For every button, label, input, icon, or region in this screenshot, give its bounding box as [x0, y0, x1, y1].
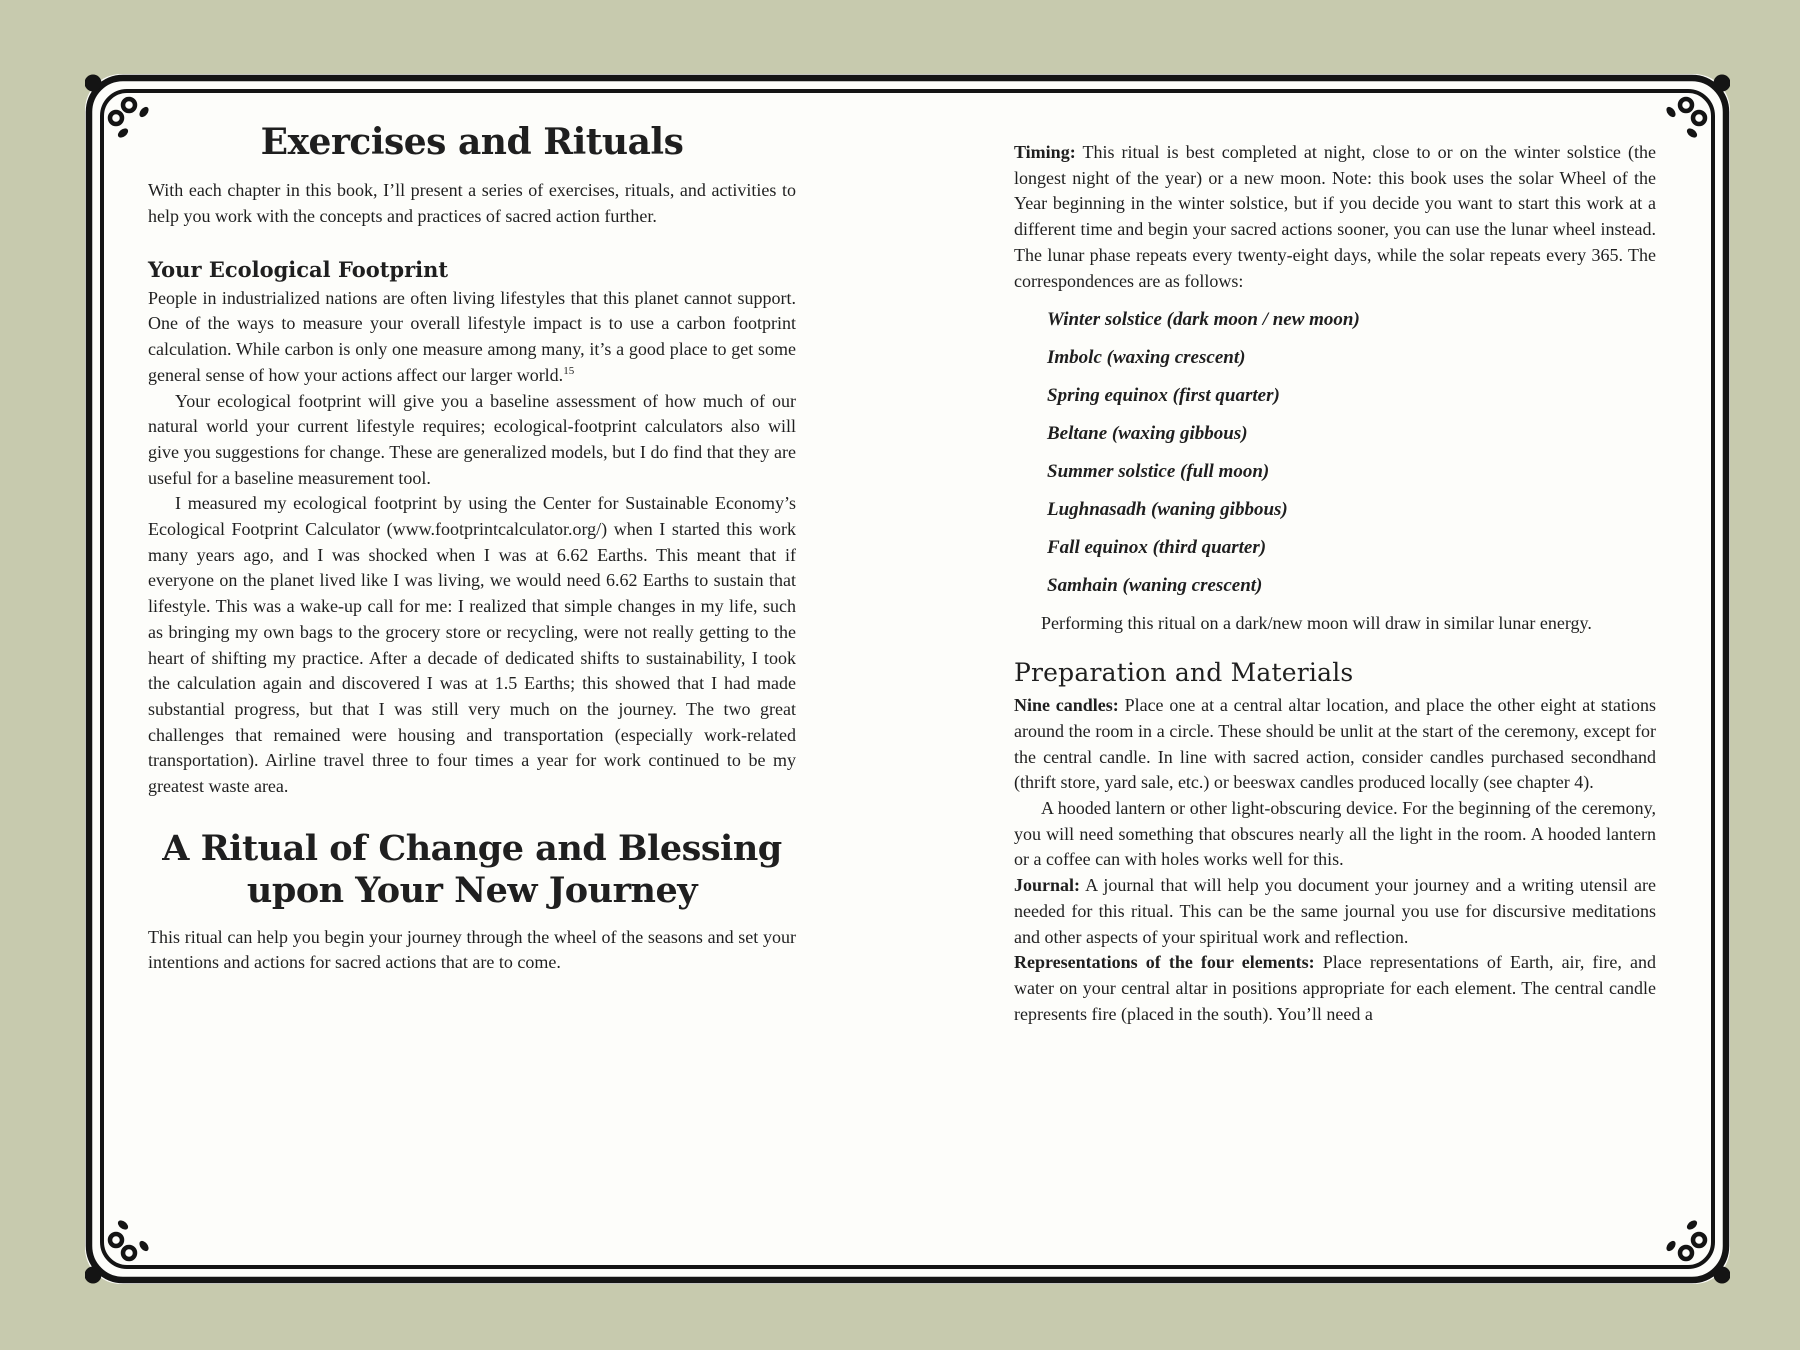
eco-paragraph-3: I measured my ecological footprint by using the Center for Sustainable Economy’s Ecological Footprint Calculator (www.footprintcalculator.org/) when I started this work many years ago, and I was shocked when I was at 6.62 Earths. This meant that if everyone on the planet lived like I was living, we would need 6.62 Earths to sustain that lifestyle. This was a wake-up call for me: I realized that simple changes in my life, such as bringing my own bags to the grocery store or recycling, were not really getting to the heart of shifting my practice. After a decade of dedicated shifts to sustainability, I took the calculation again and discovered I was at 1.5 Earths; this showed that I had made substantial progress, but that I was still very much on the journey. The two great challenges that remained were housing and transportation (especially work-related transportation). Airline travel three to four times a year for work continued to be my greatest waste area.: [148, 493, 796, 797]
ritual-title-line-1: A Ritual of Change and Blessing: [162, 827, 782, 869]
corner-dot-top-right: [1714, 75, 1731, 92]
materials-item-four-elements: [1014, 950, 1656, 1027]
four-elements-text: Place representations of Earth, air, fire, and water on your central altar in positions appropriate for each element. The central candle represents fire (placed in the south). You’ll need a: [1014, 952, 1656, 1024]
corner-dot-top-left: [85, 75, 102, 92]
page-title: Exercises and Rituals: [260, 121, 684, 163]
flourish-icon: [1665, 1219, 1705, 1259]
eco-paragraph-1-text: People in industrialized nations are often living lifestyles that this planet cannot support. One of the ways to measure your overall lifestyle impact is to use a carbon footprint calculation. While carbon is only one measure among many, it’s a good place to get some general sense of how your actions affect our larger world.: [148, 287, 796, 385]
ritual-title-line-2: upon Your New Journey: [246, 869, 698, 911]
materials-item-hooded-lantern: A hooded lantern or other light-obscuring device. For the beginning of the ceremony, you will need something that obscures nearly all the light in the room. A hooded lantern or a coffee can with holes works well for this.: [1014, 797, 1656, 870]
corner-dot-bottom-left: [85, 1267, 102, 1284]
journal-label: Journal:: [1014, 875, 1081, 896]
ritual-intro-paragraph: This ritual can help you begin your journey through the wheel of the seasons and set your intentions and actions for sacred actions that are to come.: [148, 926, 796, 973]
footnote-marker: 15: [563, 364, 575, 377]
nine-candles-text: Place one at a central altar location, and place the other eight at stations around the room in a circle. These should be unlit at the start of the ceremony, except for the central candle. In line with sacred action, consider candles purchased secondhand (thrift store, yard sale, etc.) or beeswax candles produced locally (see chapter 4).: [1014, 695, 1656, 793]
correspondence-item: Imbolc (waxing crescent): [1047, 347, 1246, 369]
correspondence-item: Summer solstice (full moon): [1047, 461, 1270, 483]
book-spread-page: [85, 74, 1730, 1284]
left-page-column: [148, 122, 796, 976]
ecological-footprint-heading: Your Ecological Footprint: [148, 256, 449, 282]
four-elements-label: Representations of the four elements:: [1014, 952, 1315, 973]
materials-item-journal: [1014, 873, 1656, 950]
correspondence-item: Fall equinox (third quarter): [1047, 537, 1267, 559]
correspondences-list: [1014, 307, 1656, 598]
preparation-heading: Preparation and Materials: [1014, 657, 1354, 687]
flourish-icon: [1665, 99, 1705, 139]
timing-paragraph: [1014, 140, 1656, 294]
correspondence-item: Beltane (waxing gibbous): [1047, 423, 1248, 445]
correspondence-item: Winter solstice (dark moon / new moon): [1047, 309, 1360, 331]
timing-label: Timing:: [1014, 142, 1076, 162]
nine-candles-label: Nine candles:: [1014, 695, 1119, 716]
eco-paragraph-2: Your ecological footprint will give you a baseline assessment of how much of our natural world your current lifestyle requires; ecological-footprint calculators also will give you suggestions for change. These are generalized models, but I do find that they are useful for a baseline measurement tool.: [148, 390, 796, 488]
ritual-title: [148, 828, 796, 912]
correspondence-item: Lughnasadh (waning gibbous): [1047, 499, 1288, 521]
timing-text: This ritual is best completed at night, close to or on the winter solstice (the longest night of the year) or a new moon. Note: this book uses the solar Wheel of the Year beginning in the winter solstice, but if you decide you want to start this work at a different time and begin your sacred actions sooner, you can use the lunar wheel instead. The lunar phase repeats every twenty-eight days, while the solar repeats every 365. The correspondences are as follows:: [1014, 142, 1656, 291]
materials-item-nine-candles: [1014, 693, 1656, 796]
correspondence-item: Samhain (waning crescent): [1047, 575, 1263, 597]
performing-note: Performing this ritual on a dark/new moon will draw in similar lunar energy.: [1041, 613, 1592, 634]
intro-paragraph: With each chapter in this book, I’ll present a series of exercises, rituals, and activities to help you work with the concepts and practices of sacred action further.: [148, 180, 796, 227]
flourish-icon: [110, 99, 150, 139]
eco-paragraph-1: [148, 286, 796, 389]
corner-dot-bottom-right: [1714, 1267, 1731, 1284]
journal-text: A journal that will help you document your journey and a writing utensil are needed for this ritual. This can be the same journal you use for discursive meditations and other aspects of your spiritual work and reflection.: [1014, 875, 1656, 947]
correspondence-item: Spring equinox (first quarter): [1047, 385, 1280, 407]
flourish-icon: [110, 1219, 150, 1259]
right-page-column: [1014, 140, 1656, 1027]
